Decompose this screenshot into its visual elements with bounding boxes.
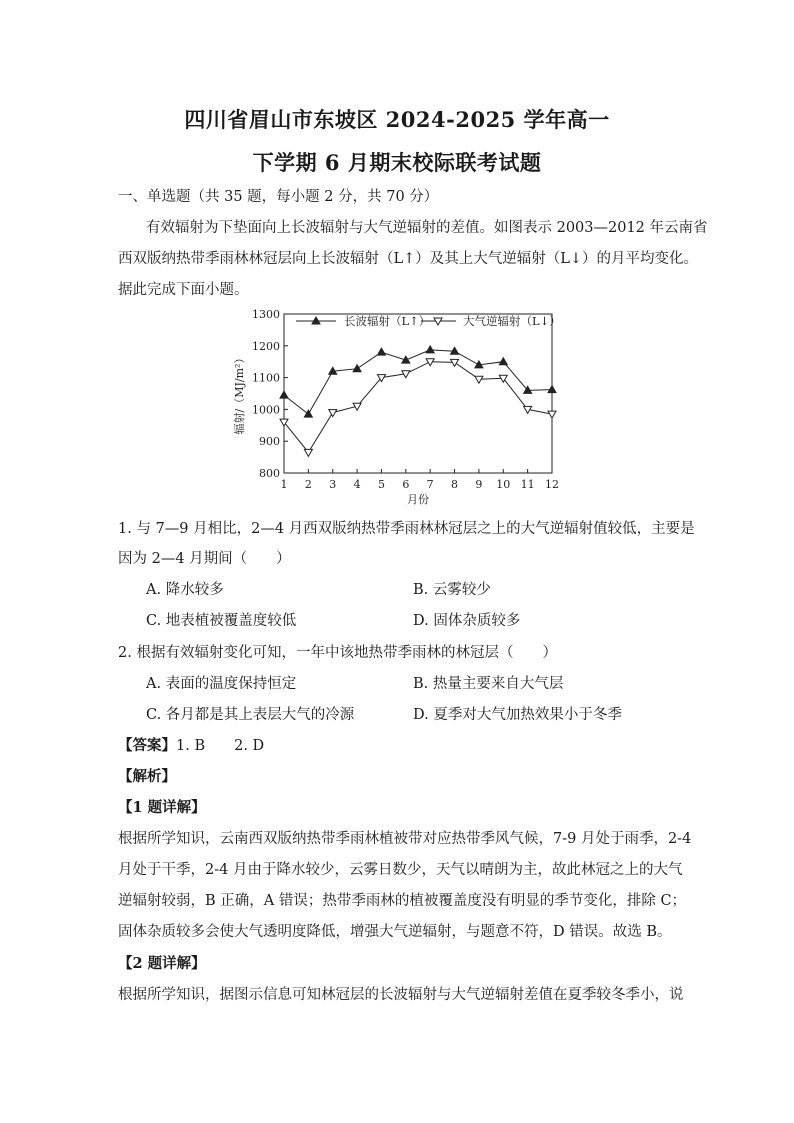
y-axis-label: 辐射/（MJ/m²） <box>233 352 246 435</box>
q1-detail-line-1: 根据所学知识，云南西双版纳热带季雨林植被带对应热带季风气候，7-9 月处于雨季，2-4 <box>118 831 692 847</box>
chart-series <box>280 346 556 456</box>
q1-stem-line-1: 1. 与 7—9 月相比，2—4 月西双版纳热带季雨林林冠层之上的大气逆辐射值较低，主要是 <box>118 521 695 537</box>
intro-line-1: 有效辐射为下垫面向上长波辐射与大气逆辐射的差值。如图表示 2003—2012 年云南省 <box>146 220 708 236</box>
x-tick-label: 6 <box>402 478 410 491</box>
q2-option-a: A. 表面的温度保持恒定 <box>146 676 297 692</box>
x-tick-label: 5 <box>377 478 385 491</box>
marker-triangle-up <box>304 410 312 417</box>
q1-option-c: C. 地表植被覆盖度较低 <box>146 613 297 629</box>
x-tick-label: 4 <box>353 478 361 491</box>
plot-frame <box>284 314 552 473</box>
chart-axes <box>232 308 559 506</box>
y-tick-label: 1100 <box>252 371 280 385</box>
series-0 <box>280 346 556 417</box>
q1-option-b: B. 云雾较少 <box>413 582 491 598</box>
marker-triangle-up <box>280 391 288 398</box>
doc-title-line2: 下学期 6 月期末校际联考试题 <box>252 150 542 175</box>
marker-triangle-down <box>329 410 337 417</box>
x-tick-label: 10 <box>496 478 511 491</box>
q2-option-b: B. 热量主要来自大气层 <box>413 676 564 692</box>
x-axis-label: 月份 <box>407 493 429 506</box>
analysis-label: 【解析】 <box>118 768 176 785</box>
y-tick-label: 900 <box>259 435 280 449</box>
q2-detail-label: 【2 题详解】 <box>118 955 206 972</box>
answer-label: 【答案】 <box>118 737 176 754</box>
x-tick-label: 8 <box>451 478 459 491</box>
intro-line-2: 西双版纳热带季雨林林冠层向上长波辐射（L↑）及其上大气逆辐射（L↓）的月平均变化。 <box>118 251 699 267</box>
q1-detail-line-2: 月处于干季，2-4 月由于降水较少，云雾日数少，天气以晴朗为主，故此林冠之上的大气 <box>118 862 683 878</box>
y-tick-label: 1300 <box>252 308 280 321</box>
series-1 <box>280 359 556 457</box>
marker-triangle-up <box>353 365 361 372</box>
chart-legend <box>296 314 561 328</box>
x-tick-label: 2 <box>304 478 312 491</box>
marker-triangle-up <box>499 358 507 365</box>
legend-label-0: 长波辐射（L↑） <box>344 314 431 328</box>
x-tick-label: 11 <box>520 478 535 491</box>
radiation-line-chart <box>226 304 566 514</box>
doc-title-line1: 四川省眉山市东坡区 2024-2025 学年高一 <box>184 107 610 132</box>
y-tick-label: 800 <box>259 467 280 480</box>
y-tick-label: 1200 <box>252 339 280 353</box>
section-heading: 一、单选题（共 35 题，每小题 2 分，共 70 分） <box>118 189 439 205</box>
marker-triangle-up <box>548 386 556 393</box>
q1-detail-line-4: 固体杂质较多会使大气透明度降低，增强大气逆辐射，与题意不符，D 错误。故选 B。 <box>118 924 672 940</box>
marker-triangle-down <box>304 449 312 456</box>
series-line <box>284 350 552 414</box>
x-tick-label: 12 <box>545 478 559 491</box>
marker-triangle-up <box>426 346 434 353</box>
marker-triangle-down <box>475 376 483 383</box>
x-tick-label: 7 <box>426 478 434 491</box>
q1-option-a: A. 降水较多 <box>146 582 224 598</box>
q2-stem: 2. 根据有效辐射变化可知，一年中该地热带季雨林的林冠层（ ） <box>118 645 557 661</box>
q2-detail-line-1: 根据所学知识，据图示信息可知林冠层的长波辐射与大气逆辐射差值在夏季较冬季小，说 <box>118 987 684 1003</box>
x-tick-label: 9 <box>475 478 483 491</box>
q2-option-c: C. 各月都是其上表层大气的冷源 <box>146 707 355 723</box>
legend-label-1: 大气逆辐射（L↓） <box>463 314 561 328</box>
q1-stem-line-2: 因为 2—4 月期间（ ） <box>118 551 291 567</box>
answer-line <box>118 736 683 756</box>
marker-triangle-down <box>451 359 459 366</box>
series-line <box>284 362 552 453</box>
x-tick-label: 3 <box>329 478 337 491</box>
q1-detail-line-3: 逆辐射较弱，B 正确，A 错误；热带季雨林的植被覆盖度没有明显的季节变化，排除 C； <box>118 893 687 909</box>
marker-triangle-up <box>377 348 385 355</box>
q1-detail-label: 【1 题详解】 <box>118 799 206 816</box>
intro-line-3: 据此完成下面小题。 <box>118 282 249 298</box>
q1-option-d: D. 固体杂质较多 <box>413 613 521 629</box>
y-tick-label: 1000 <box>252 403 280 417</box>
answer-value: 1. B 2. D <box>176 738 265 754</box>
q2-option-d: D. 夏季对大气加热效果小于冬季 <box>413 707 622 723</box>
x-tick-label: 1 <box>280 478 288 491</box>
marker-triangle-down <box>548 411 556 418</box>
